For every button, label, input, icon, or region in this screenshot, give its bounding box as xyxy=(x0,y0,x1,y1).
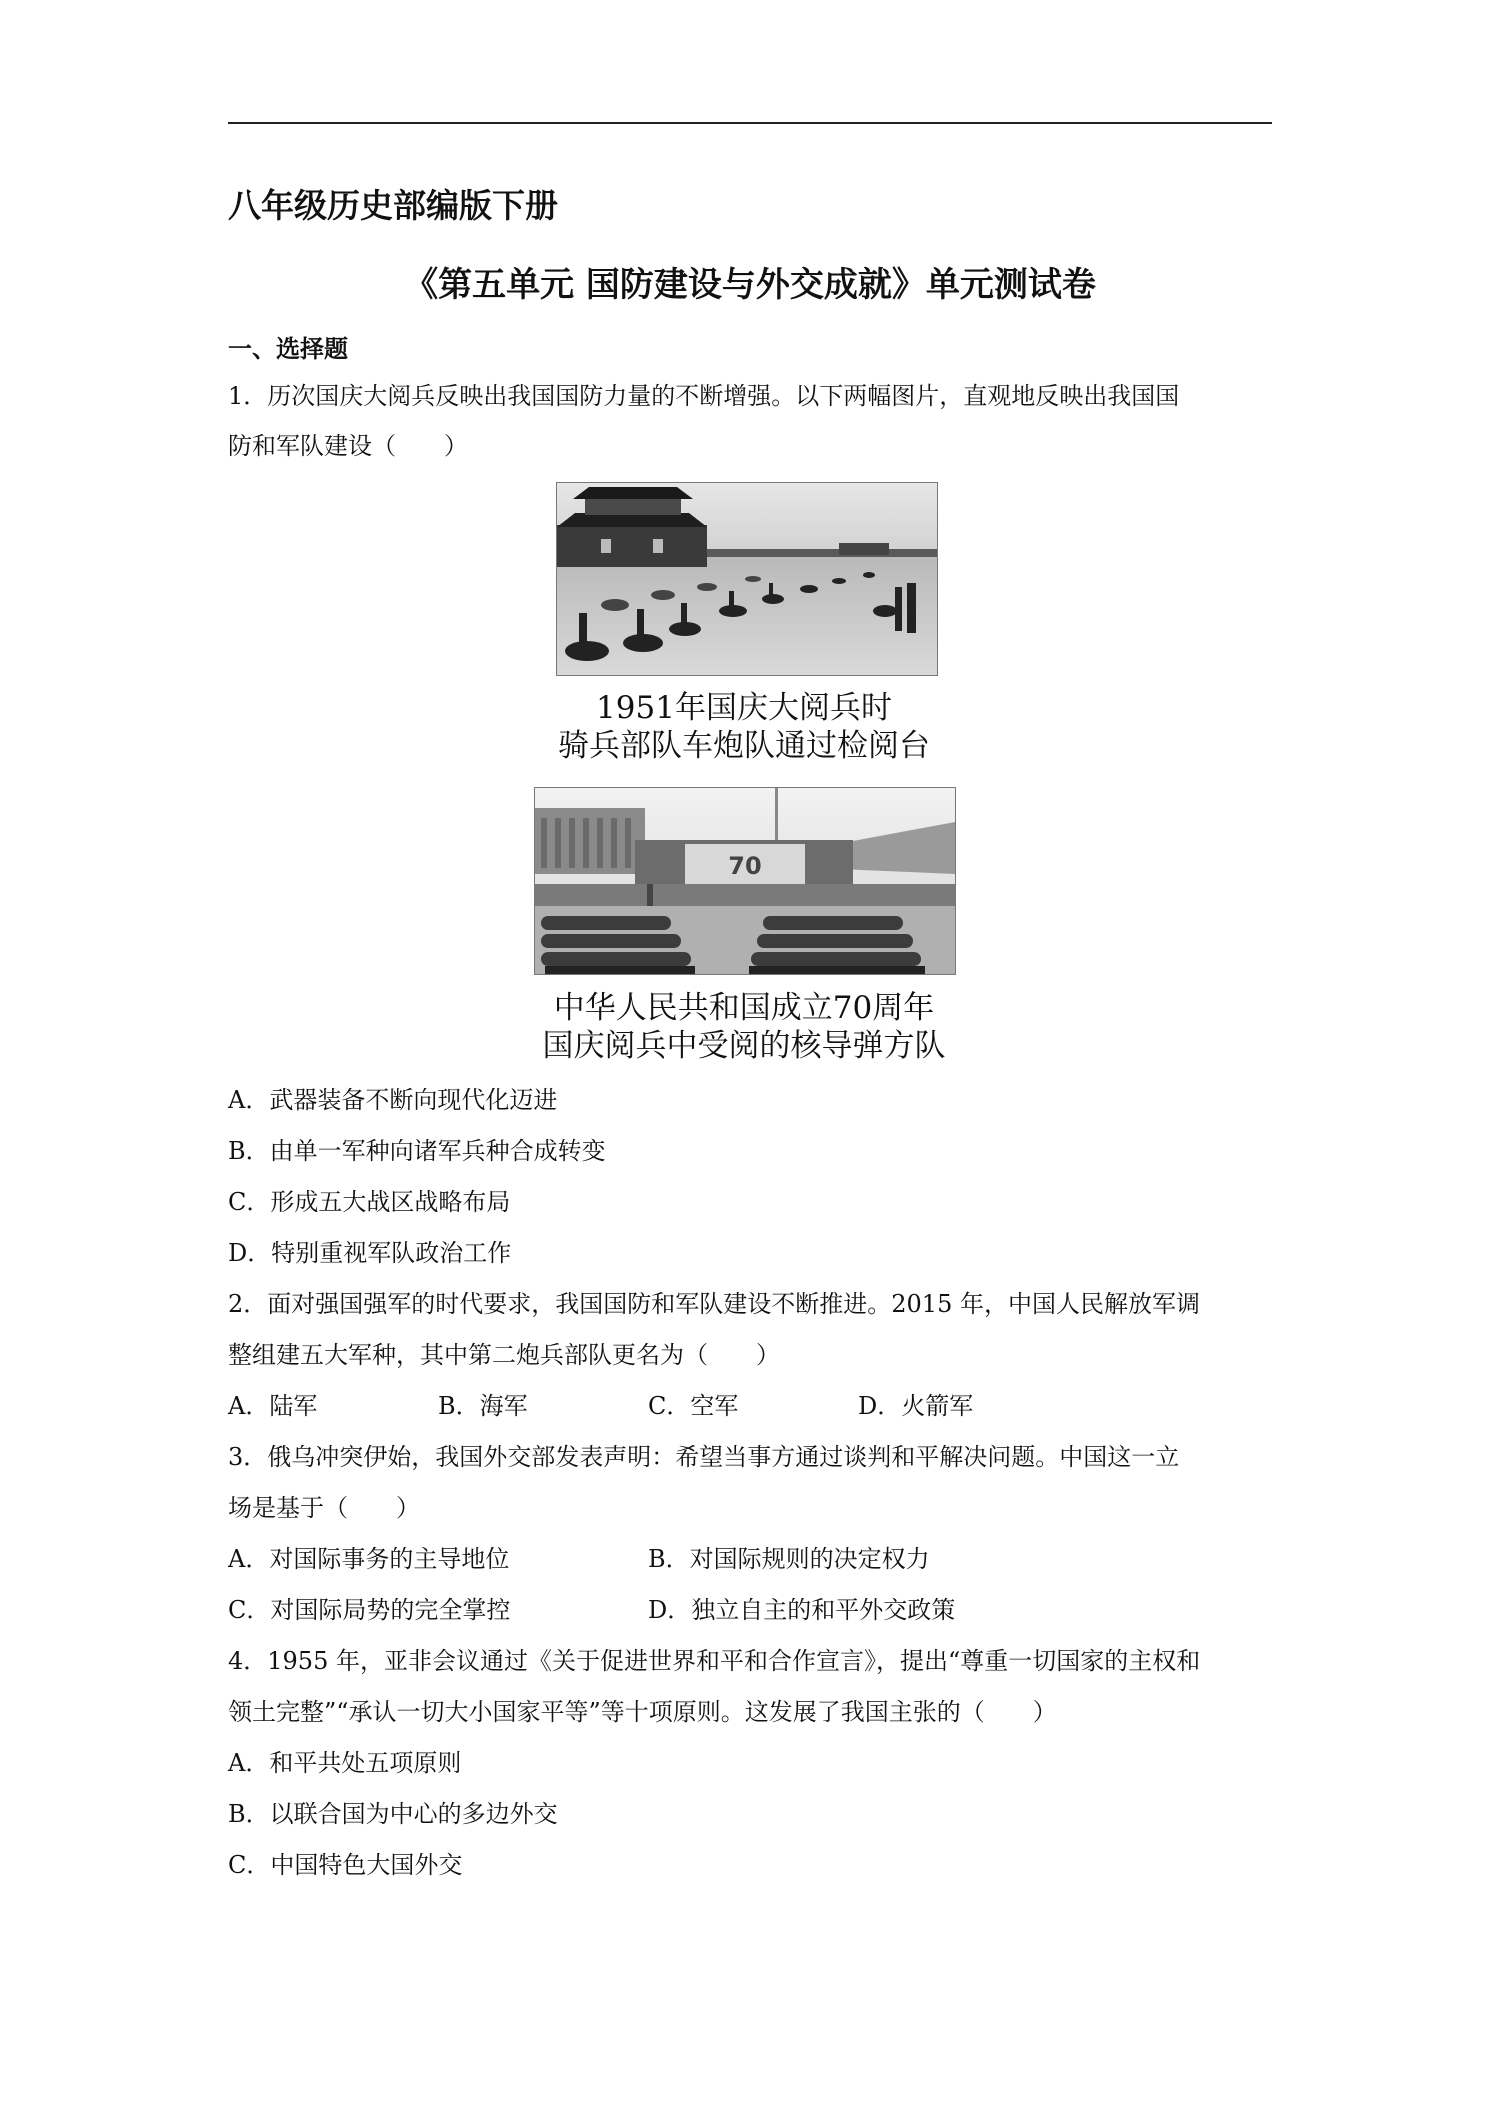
q1-option-c: C．形成五大战区战略布局 xyxy=(228,1188,511,1216)
q3-options-row-2 xyxy=(228,1594,1272,1626)
q3-option-c: C．对国际局势的完全掌控 xyxy=(228,1596,511,1624)
q1-stem-line-2: 防和军队建设（ ） xyxy=(228,432,468,460)
q2-option-d: D．火箭军 xyxy=(858,1392,974,1420)
q2-option-c: C．空军 xyxy=(648,1392,739,1420)
figure-1-caption-line-2: 骑兵部队车炮队通过检阅台 xyxy=(558,728,930,764)
q1-stem-line-1: 1．历次国庆大阅兵反映出我国国防力量的不断增强。以下两幅图片，直观地反映出我国国 xyxy=(228,382,1180,410)
q4-option-a: A．和平共处五项原则 xyxy=(228,1749,462,1777)
parade-2019-photo xyxy=(534,787,956,975)
section-heading: 一、选择题 xyxy=(228,335,348,363)
parade-1951-photo xyxy=(556,482,938,676)
header-rule xyxy=(228,122,1272,124)
q4-option-c: C．中国特色大国外交 xyxy=(228,1851,463,1879)
q2-stem-line-2: 整组建五大军种，其中第二炮兵部队更名为（ ） xyxy=(228,1341,780,1369)
q4-stem-line-2: 领土完整”“承认一切大小国家平等”等十项原则。这发展了我国主张的（ ） xyxy=(228,1698,1057,1726)
q3-stem-line-1: 3．俄乌冲突伊始，我国外交部发表声明：希望当事方通过谈判和平解决问题。中国这一立 xyxy=(228,1443,1180,1471)
page-title: 《第五单元 国防建设与外交成就》单元测试卷 xyxy=(404,265,1096,305)
emblem-70-text: 70 xyxy=(728,852,762,880)
q3-option-d: D．独立自主的和平外交政策 xyxy=(648,1596,956,1624)
figure-1-caption-line-1: 1951年国庆大阅兵时 xyxy=(596,690,892,726)
q2-option-a: A．陆军 xyxy=(228,1392,318,1420)
q2-stem-line-1: 2．面对强国强军的时代要求，我国国防和军队建设不断推进。2015 年，中国人民解放军调 xyxy=(228,1290,1200,1318)
grade-line: 八年级历史部编版下册 xyxy=(228,186,558,225)
q3-stem-line-2: 场是基于（ ） xyxy=(228,1494,420,1522)
q3-option-a: A．对国际事务的主导地位 xyxy=(228,1545,510,1573)
q1-option-b: B．由单一军种向诸军兵种合成转变 xyxy=(228,1137,606,1165)
q2-options-row xyxy=(228,1390,1272,1422)
q2-option-b: B．海军 xyxy=(438,1392,528,1420)
q1-option-d: D．特别重视军队政治工作 xyxy=(228,1239,512,1267)
q1-option-a: A．武器装备不断向现代化迈进 xyxy=(228,1086,558,1114)
q4-stem-line-1: 4．1955 年，亚非会议通过《关于促进世界和平和合作宣言》，提出“尊重一切国家的主权和 xyxy=(228,1647,1201,1675)
figure-2-caption-line-1: 中华人民共和国成立70周年 xyxy=(553,990,935,1026)
figure-2-caption-line-2: 国庆阅兵中受阅的核导弹方队 xyxy=(542,1028,946,1064)
q4-option-b: B．以联合国为中心的多边外交 xyxy=(228,1800,558,1828)
q3-option-b: B．对国际规则的决定权力 xyxy=(648,1545,930,1573)
q3-options-row-1 xyxy=(228,1543,1272,1575)
